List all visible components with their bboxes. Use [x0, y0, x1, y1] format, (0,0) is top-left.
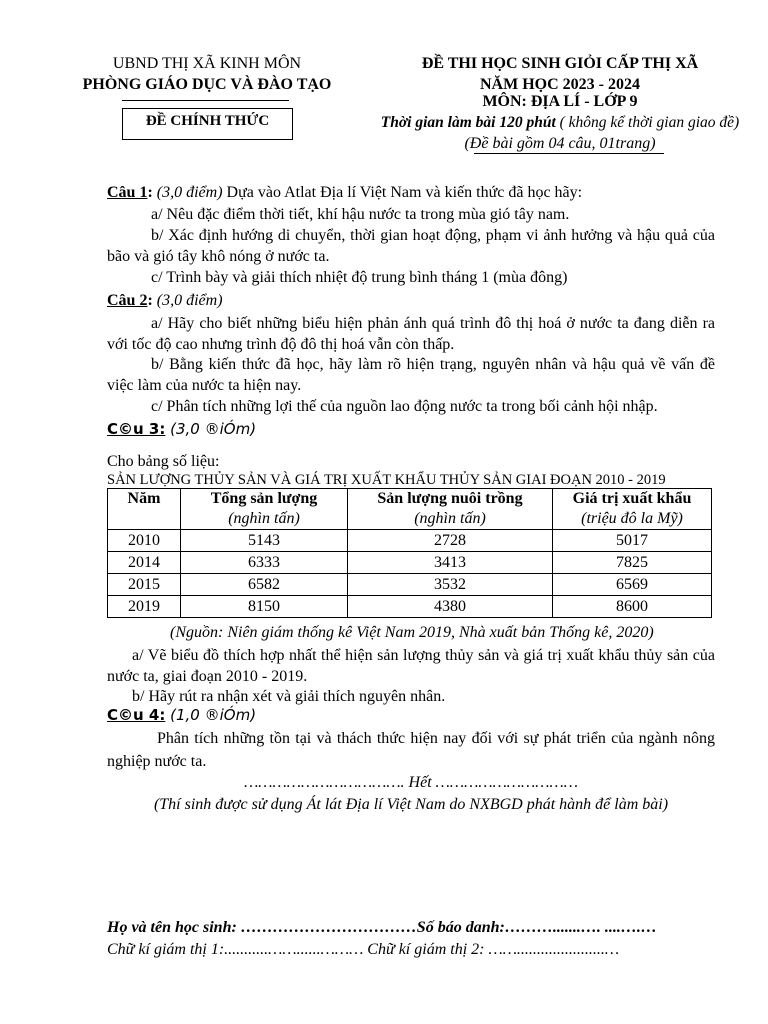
student-id-field: Số báo danh:……….......…. ....….…: [416, 919, 657, 936]
q4-points: (1,0 ®iÓm): [165, 706, 257, 724]
table-cell: 6333: [181, 552, 348, 574]
q1-a: a/ Nêu đặc điểm thời tiết, khí hậu nước ta trong mùa gió tây nam.: [151, 206, 570, 223]
signature-line: Chữ kí giám thị 1:...........……......……… Chữ kí giám thị 2: ……......................…: [107, 941, 620, 958]
official-label: ĐỀ CHÍNH THỨC: [145, 113, 270, 129]
school-year: NĂM HỌC 2023 - 2024: [480, 76, 640, 93]
header-right-divider: [474, 153, 664, 154]
q3-label: C©u 3:: [107, 420, 166, 438]
table-cell: 5143: [181, 530, 348, 552]
table-cell: 2728: [348, 530, 553, 552]
q4-heading: [107, 706, 256, 725]
q2-label: Câu 2: [107, 292, 148, 309]
col-header-year: Năm: [108, 489, 181, 530]
table-row: [108, 530, 712, 552]
q3-b: b/ Hãy rút ra nhận xét và giải thích nguyên nhân.: [132, 688, 446, 705]
table-title: SẢN LƯỢNG THỦY SẢN VÀ GIÁ TRỊ XUẤT KHẨU THỦY SẢN GIAI ĐOẠN 2010 - 2019: [107, 472, 666, 488]
q3-heading: [107, 420, 256, 439]
q1-label: Câu 1: [107, 184, 148, 201]
q1-intro: Dựa vào Atlat Địa lí Việt Nam và kiến thức đã học hãy:: [222, 184, 583, 201]
q3-points: (3,0 ®iÓm): [165, 420, 257, 438]
table-row: [108, 596, 712, 618]
header-divider: [122, 100, 289, 101]
q2-b: b/ Bằng kiến thức đã học, hãy làm rõ hiện trạng, nguyên nhân và hậu quả về vấn đề việc làm của nước ta hiện nay.: [107, 356, 715, 394]
table-cell: 6582: [181, 574, 348, 596]
table-cell: 6569: [553, 574, 712, 596]
q1-c: c/ Trình bày và giải thích nhiệt độ trung bình tháng 1 (mùa đông): [151, 269, 568, 286]
time-line: [355, 114, 765, 132]
q4-text: Phân tích những tồn tại và thách thức hiện nay đối với sự phát triển của ngành nông nghiệp nước ta.: [107, 730, 715, 770]
time-note: ( không kể thời gian giao đề): [555, 114, 740, 131]
table-cell: 5017: [553, 530, 712, 552]
pages-note: (Đề bài gồm 04 câu, 01trang): [464, 135, 656, 152]
atlas-note: (Thí sinh được sử dụng Át lát Địa lí Việt Nam do NXBGD phát hành để làm bài): [153, 796, 669, 813]
official-stamp-box: [122, 108, 293, 140]
table-header-row: [108, 489, 712, 530]
q1-points: (3,0 điểm): [152, 184, 223, 201]
table-row: [108, 574, 712, 596]
table-cell: 2010: [108, 530, 181, 552]
col-header-total: Tổng sản lượng (nghìn tấn): [181, 489, 348, 530]
table-source: (Nguồn: Niên giám thống kê Việt Nam 2019, Nhà xuất bản Thống kê, 2020): [170, 624, 654, 641]
end-line: ……………………………. Hết …………………………: [244, 774, 578, 791]
q2-a: a/ Hãy cho biết những biểu hiện phản ánh quá trình đô thị hoá ở nước ta đang diễn ra với tốc độ cao nhưng trình độ đô thị hoá vẫn còn thấp.: [107, 315, 715, 353]
col-header-aquaculture: Sản lượng nuôi trồng (nghìn tấn): [348, 489, 553, 530]
q1-b: b/ Xác định hướng di chuyển, thời gian hoạt động, phạm vi ảnh hưởng và hậu quả của bão và gió tây khô nóng ở nước ta.: [107, 227, 715, 265]
q3-a: a/ Vẽ biểu đồ thích hợp nhất thể hiện sản lượng thủy sản và giá trị xuất khẩu thủy sản của nước ta, giai đoạn 2010 - 2019.: [107, 647, 715, 685]
student-info-line: [107, 919, 657, 937]
table-row: [108, 552, 712, 574]
table-cell: 7825: [553, 552, 712, 574]
table-cell: 2015: [108, 574, 181, 596]
time-bold: Thời gian làm bài 120 phút: [380, 114, 556, 131]
table-cell: 4380: [348, 596, 553, 618]
table-cell: 8600: [553, 596, 712, 618]
q4-label: C©u 4:: [107, 706, 166, 724]
q2-heading: Câu 2: (3,0 điểm): [107, 292, 223, 309]
department-name: PHÒNG GIÁO DỤC VÀ ĐÀO TẠO: [82, 76, 332, 93]
col-header-export: Giá trị xuất khẩu (triệu đô la Mỹ): [553, 489, 712, 530]
q2-c: c/ Phân tích những lợi thế của nguồn lao động nước ta trong bối cảnh hội nhập.: [151, 398, 658, 415]
table-cell: 8150: [181, 596, 348, 618]
student-name-field: Họ và tên học sinh: ……………………………: [107, 919, 417, 936]
data-table: [107, 488, 712, 618]
q1-heading: Câu 1: (3,0 điểm) Dựa vào Atlat Địa lí Việt Nam và kiến thức đã học hãy:: [107, 184, 583, 201]
exam-title: ĐỀ THI HỌC SINH GIỎI CẤP THỊ XÃ: [421, 55, 699, 72]
q2-points: (3,0 điểm): [152, 292, 223, 309]
table-cell: 3532: [348, 574, 553, 596]
q3-intro: Cho bảng số liệu:: [107, 453, 220, 470]
table-cell: 3413: [348, 552, 553, 574]
subject-line: MÔN: ĐỊA LÍ - LỚP 9: [482, 93, 638, 110]
table-cell: 2019: [108, 596, 181, 618]
district-name: UBND THỊ XÃ KINH MÔN: [112, 55, 302, 72]
table-cell: 2014: [108, 552, 181, 574]
